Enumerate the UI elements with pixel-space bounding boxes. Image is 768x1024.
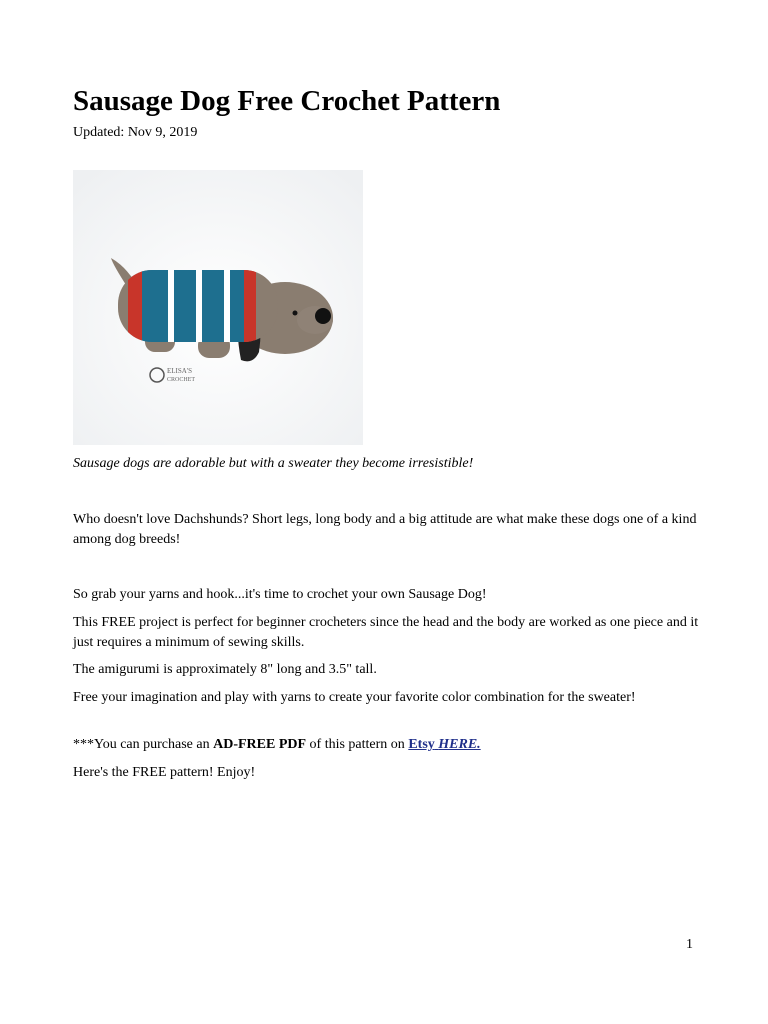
ad-free-pdf-label: AD-FREE PDF bbox=[213, 737, 307, 752]
purchase-prefix: ***You can purchase an bbox=[73, 737, 214, 752]
enjoy-paragraph: Here's the FREE pattern! Enjoy! bbox=[73, 765, 256, 780]
free-project-paragraph: This FREE project is perfect for beginner crocheters since the head and the body are worked as one piece and it just requires a minimum of sewing skills. bbox=[73, 615, 699, 650]
grab-yarns-paragraph: So grab your yarns and hook...it's time to crochet your own Sausage Dog! bbox=[73, 587, 487, 602]
updated-date: Updated: Nov 9, 2019 bbox=[73, 125, 198, 140]
sausage-dog-photo bbox=[73, 170, 363, 445]
page-number: 1 bbox=[686, 937, 693, 952]
purchase-middle: of this pattern on bbox=[306, 737, 409, 752]
page-title: Sausage Dog Free Crochet Pattern bbox=[73, 85, 501, 117]
imagination-paragraph: Free your imagination and play with yarns to create your favorite color combination for the sweater! bbox=[73, 690, 636, 705]
watermark-line2: CROCHET bbox=[167, 377, 196, 383]
purchase-paragraph bbox=[73, 735, 701, 755]
intro-paragraph: Who doesn't love Dachshunds? Short legs, long body and a big attitude are what make these dogs one of a kind among dog breeds! bbox=[73, 512, 697, 547]
watermark-line1: ELISA'S bbox=[167, 367, 192, 375]
size-paragraph: The amigurumi is approximately 8" long and 3.5" tall. bbox=[73, 662, 377, 677]
image-caption: Sausage dogs are adorable but with a sweater they become irresistible! bbox=[73, 456, 474, 471]
etsy-link[interactable]: Etsy HERE. bbox=[408, 737, 481, 752]
